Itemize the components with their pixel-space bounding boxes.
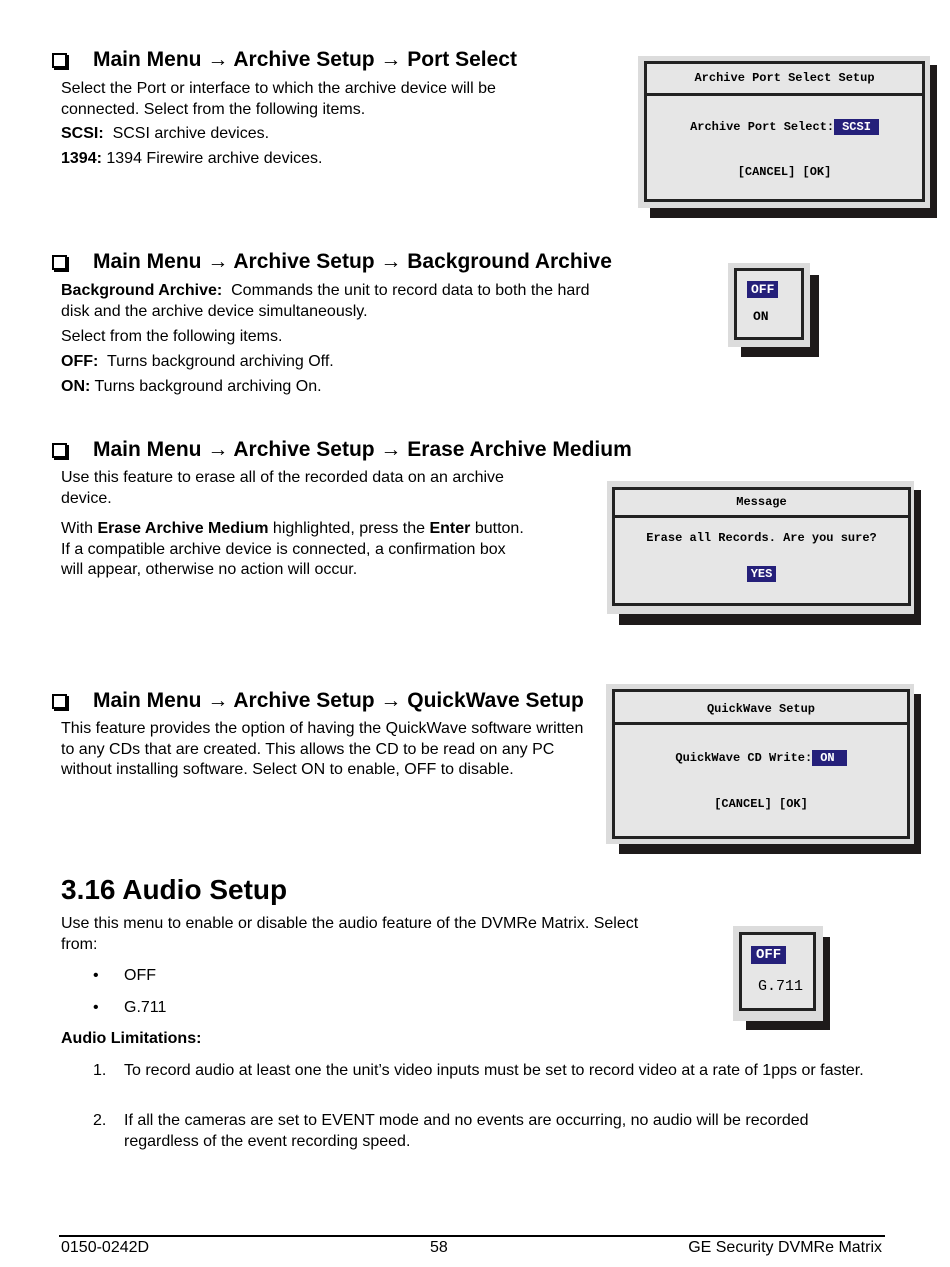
section-title-port-select: Main Menu → Archive Setup → Port Select (93, 48, 517, 71)
audio-limitation-item (93, 1061, 883, 1082)
erase-archive-description: Use this feature to erase all of the recorded data on an archive device. (61, 469, 504, 507)
audio-bullet-item (93, 998, 167, 1019)
audio-limitations-label (61, 1029, 201, 1050)
quickwave-cd-write-value[interactable]: ON (812, 750, 846, 766)
erase-archive-instructions (61, 519, 531, 581)
port-select-item-scsi (61, 124, 269, 145)
quickwave-description: This feature provides the option of having the QuickWave software written to any CDs that are created. This allows the CD to be read on any PC without installing software. Select ON to enable, OFF to disable. (61, 720, 584, 778)
item-number: 2. (93, 1112, 107, 1129)
quickwave-cd-write-label: QuickWave CD Write: (675, 751, 813, 765)
item-number: 1. (93, 1062, 107, 1079)
option-on[interactable]: ON (753, 309, 769, 324)
dialog-buttons[interactable]: [CANCEL] [OK] (737, 165, 832, 179)
text-run-bold: Erase Archive Medium (97, 520, 269, 537)
option-off[interactable]: OFF (751, 946, 786, 964)
item-desc: SCSI archive devices. (112, 125, 270, 142)
item-desc: Turns background archiving On. (94, 378, 322, 395)
item-desc: Turns background archiving Off. (106, 353, 334, 370)
quickwave-cd-write-row (615, 751, 907, 765)
dialog-title: Archive Port Select Setup (647, 64, 922, 96)
option-g711[interactable]: G.711 (758, 978, 804, 995)
dialog-title: Message (615, 490, 908, 518)
footer-product-name: GE Security DVMRe Matrix (688, 1239, 882, 1256)
bullet-text: G.711 (124, 999, 167, 1016)
item-term: OFF: (61, 353, 99, 370)
text-run: button. If a compatible archive device is connected, a confirmation box will appear, otherwise no action will occur. (61, 520, 524, 578)
port-select-row (647, 120, 922, 134)
checkbox-bullet-icon (52, 694, 67, 709)
background-archive-item-on (61, 377, 322, 398)
bullet-text: OFF (124, 967, 156, 984)
item-text: To record audio at least one the unit’s video inputs must be set to record video at a rate of 1pps or faster. (124, 1062, 864, 1079)
lead-desc: Commands the unit to record data to both the hard disk and the archive device simultaneously. (61, 282, 590, 320)
port-select-value[interactable]: SCSI (834, 119, 879, 135)
message-text: Erase all Records. Are you sure? (646, 531, 877, 545)
footer-page-number: 58 (430, 1239, 448, 1256)
bullet-icon: • (93, 967, 99, 984)
footer-rule (59, 1235, 885, 1237)
section-title-quickwave-setup: Main Menu → Archive Setup → QuickWave Setup (93, 689, 584, 712)
audio-bullet-item (93, 966, 156, 987)
item-text: If all the cameras are set to EVENT mode and no events are occurring, no audio will be recorded regardless of the event recording speed. (124, 1112, 809, 1150)
checkbox-bullet-icon (52, 53, 67, 68)
checkbox-bullet-icon (52, 443, 67, 458)
label-text: Audio Limitations: (61, 1030, 202, 1047)
port-select-description: Select the Port or interface to which the archive device will be connected. Select from the following items. (61, 80, 496, 118)
option-off[interactable]: OFF (747, 281, 778, 298)
audio-setup-heading: 3.16 Audio Setup (61, 874, 288, 905)
yes-button[interactable]: YES (747, 566, 777, 582)
port-select-item-1394 (61, 149, 322, 170)
lead-term: Background Archive: (61, 282, 223, 299)
background-archive-description (61, 281, 621, 322)
text-run: With (61, 520, 98, 537)
dialog-buttons[interactable]: [CANCEL] [OK] (714, 797, 808, 811)
yes-row (615, 567, 908, 581)
item-desc: 1394 Firewire archive devices. (106, 150, 323, 167)
section-title-erase-archive-medium: Main Menu → Archive Setup → Erase Archive Medium (93, 438, 632, 461)
footer-doc-number: 0150-0242D (61, 1239, 150, 1256)
item-term: SCSI: (61, 125, 104, 142)
audio-setup-intro: Use this menu to enable or disable the audio feature of the DVMRe Matrix. Select from: (61, 915, 639, 953)
text-run-bold: Enter (429, 520, 471, 537)
audio-limitation-item (93, 1111, 883, 1152)
checkbox-bullet-icon (52, 255, 67, 270)
port-select-label: Archive Port Select: (690, 120, 835, 134)
background-archive-select-text: Select from the following items. (61, 328, 283, 345)
section-title-background-archive: Main Menu → Archive Setup → Background Archive (93, 250, 612, 273)
item-term: ON: (61, 378, 91, 395)
text-run: highlighted, press the (268, 520, 430, 537)
item-term: 1394: (61, 150, 102, 167)
dialog-title: QuickWave Setup (615, 692, 907, 725)
background-archive-item-off (61, 352, 334, 373)
bullet-icon: • (93, 999, 99, 1016)
